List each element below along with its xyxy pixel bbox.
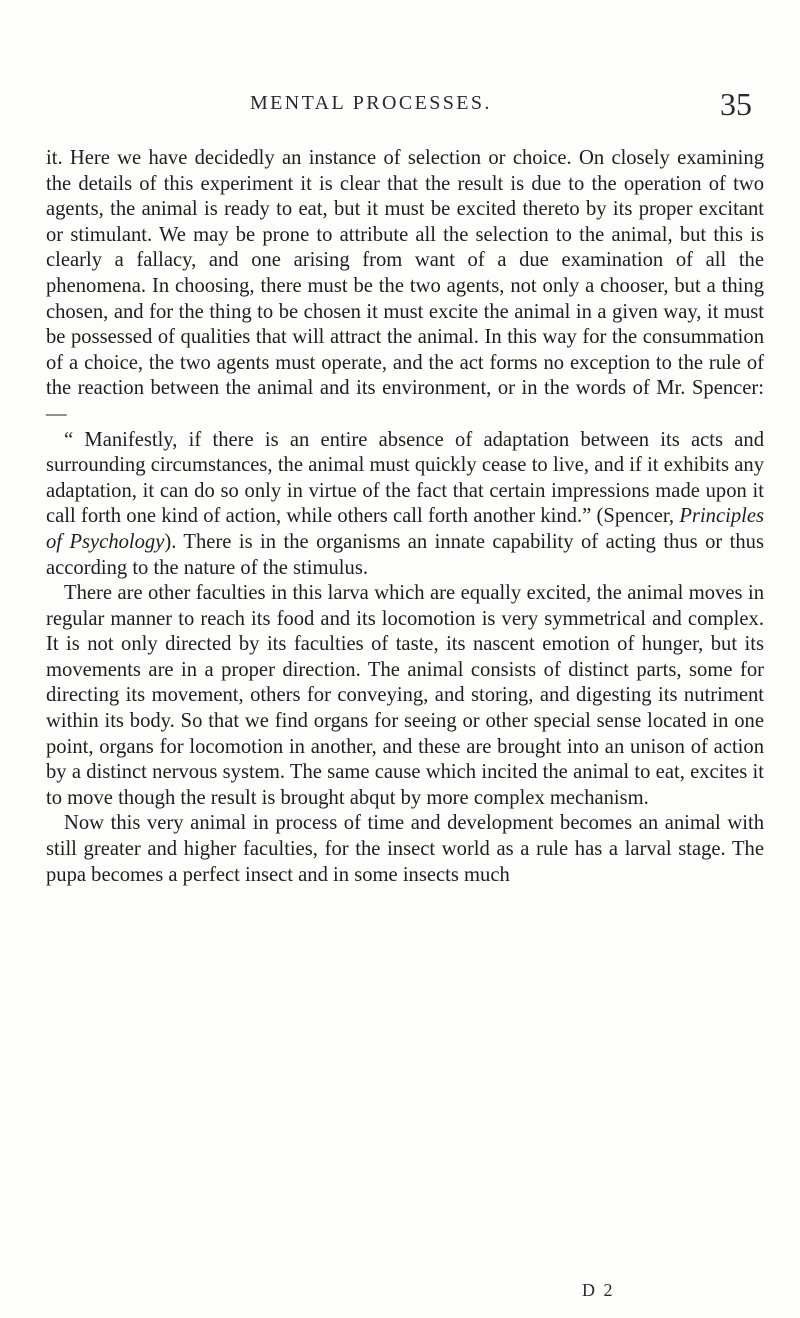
quote-text: “ Manifestly, if there is an entire absence of adaptation between its acts and surrounding circumstances, the animal must quickly cease to live, and if it exhibits any adaptation, it can do so only in virtue of the fact that certain impressions made upon it call forth one kind of action, while others call forth another kind.” (Spencer, — [46, 428, 764, 528]
quote-after-text: ). There is in the organisms an innate capability of acting thus or thus according to the nature of the stimulus. — [46, 530, 764, 579]
page-number: 35 — [720, 86, 752, 122]
paragraph-1: it. Here we have decidedly an instance of selection or choice. On closely examining the details of this experiment it is clear that the result is due to the operation of two agents, the animal is ready to eat, but it must be excited thereto by its proper excitant or stimulant. We may be prone to attribute all the selection to the animal, but this is clearly a fallacy, and one arising from want of a due examination of all the phenomena. In choosing, there must be the two agents, not only a chooser, but a thing chosen, and for the thing to be chosen it must excite the animal in a given way, it must be possessed of qualities that will attract the animal. In this way for the consummation of a choice, the two agents must operate, and the act forms no exception to the rule of the reaction between the animal and its environment, or in the words of Mr. Spencer:— — [46, 147, 764, 425]
book-title-citation: Principles of Psychology — [46, 505, 764, 553]
paragraph-2-quote — [46, 428, 764, 582]
running-head — [0, 86, 800, 126]
paragraph-4: Now this very animal in process of time and development becomes an animal with still greater and higher faculties, for the insect world as a rule has a larval stage. The pupa becomes a perfect insect and in some insects much — [46, 812, 764, 886]
body-text — [46, 146, 764, 888]
signature-mark: D 2 — [582, 1280, 615, 1300]
running-title: MENTAL PROCESSES. — [250, 92, 492, 114]
paragraph-3: There are other faculties in this larva which are equally excited, the animal moves in regular manner to reach its food and its locomotion is very symmetrical and complex. It is not only directed by its faculties of taste, its nascent emotion of hunger, but its movements are in a proper direction. The animal consists of distinct parts, some for directing its movement, others for conveying, and storing, and digesting its nutriment within its body. So that we find organs for seeing or other special sense located in one point, organs for locomotion in another, and these are brought into an unison of action by a distinct nervous system. The same cause which incited the animal to eat, excites it to move though the result is brought abqut by more complex mechanism. — [46, 582, 764, 809]
